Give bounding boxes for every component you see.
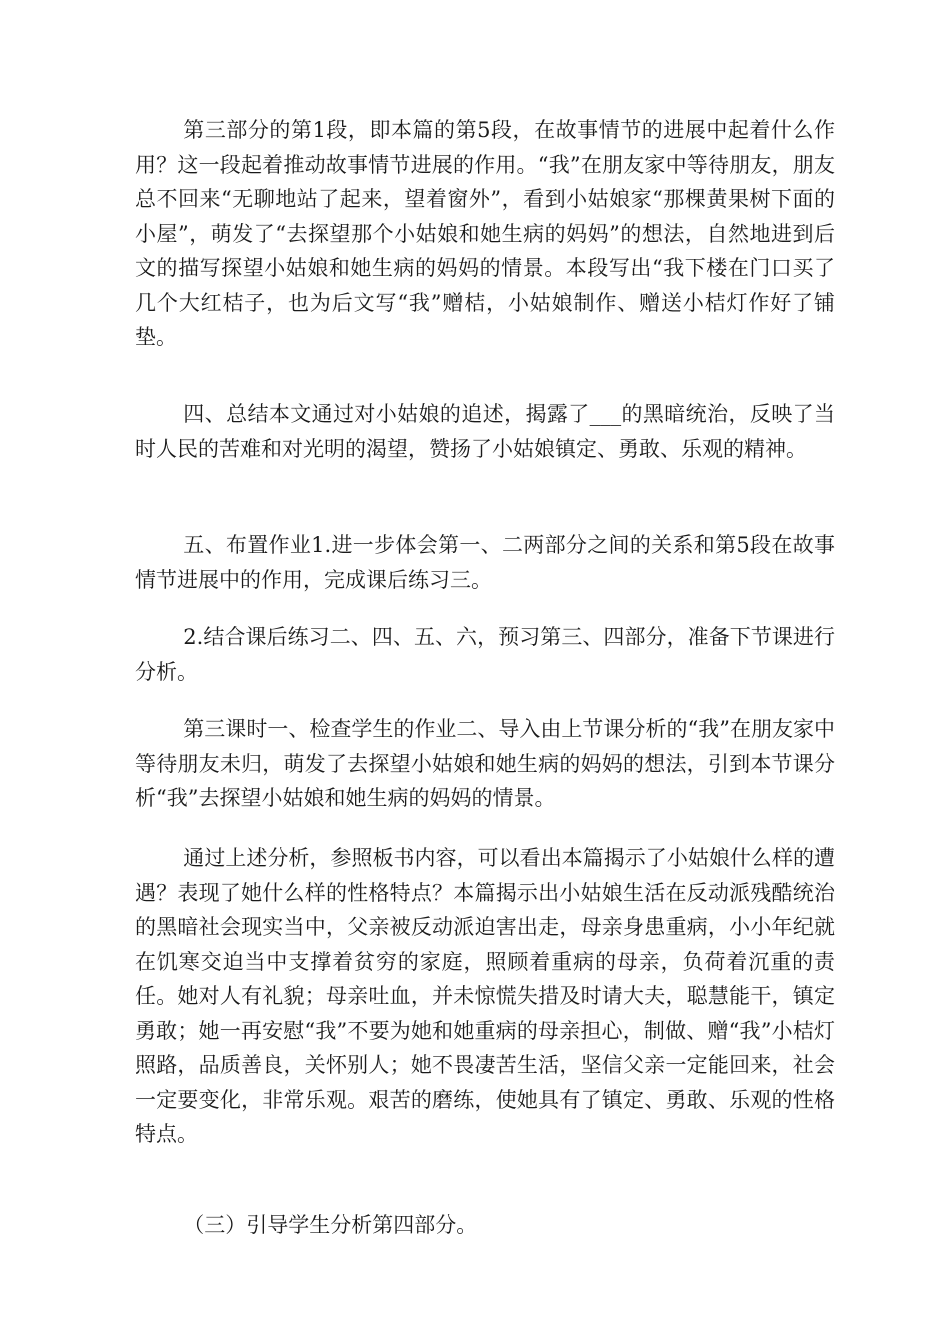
paragraph-homework-item-2: 2.结合课后练习二、四、五、六，预习第三、四部分，准备下节课进行分析。 <box>135 625 835 684</box>
paragraph-summary: 四、总结本文通过对小姑娘的追述，揭露了___的黑暗统治，反映了当时人民的苦难和对光明的渴望，赞扬了小姑娘镇定、勇敢、乐观的精神。 <box>135 402 835 461</box>
paragraph-part-three-analysis: 第三部分的第1段，即本篇的第5段，在故事情节的进展中起着什么作用？这一段起着推动故事情节进展的作用。“我”在朋友家中等待朋友，朋友总不回来“无聊地站了起来，望着窗外”，看到小姑娘家“那棵黄果树下面的小屋”，萌发了“去探望那个小姑娘和她生病的妈妈”的想法，自然地进到后文的描写探望小姑娘和她生病的妈妈的情景。本段写出“我下楼在门口买了几个大红桔子，也为后文写“我”赠桔，小姑娘制作、赠送小桔灯作好了铺垫。 <box>135 118 835 349</box>
paragraph-third-lesson: 第三课时一、检查学生的作业二、导入由上节课分析的“我”在朋友家中等待朋友未归，萌发了去探望小姑娘和她生病的妈妈的想法，引到本节课分析“我”去探望小姑娘和她生病的妈妈的情景。 <box>135 717 835 810</box>
paragraph-character-analysis: 通过上述分析，参照板书内容，可以看出本篇揭示了小姑娘什么样的遭遇？表现了她什么样的性格特点？本篇揭示出小姑娘生活在反动派残酷统治的黑暗社会现实当中，父亲被反动派迫害出走，母亲身患重病，小小年纪就在饥寒交迫当中支撑着贫穷的家庭，照顾着重病的母亲，负荷着沉重的责任。她对人有礼貌；母亲吐血，并未惊慌失措及时请大夫，聪慧能干，镇定勇敢；她一再安慰“我”不要为她和她重病的母亲担心，制做、赠“我”小桔灯照路，品质善良，关怀别人；她不畏凄苦生活，坚信父亲一定能回来，社会一定要变化，非常乐观。艰苦的磨练，使她具有了镇定、勇敢、乐观的性格特点。 <box>135 846 835 1146</box>
paragraph-homework: 五、布置作业1.进一步体会第一、二两部分之间的关系和第5段在故事情节进展中的作用，完成课后练习三。 <box>135 533 835 592</box>
paragraph-part-four-heading: （三）引导学生分析第四部分。 <box>183 1213 478 1237</box>
